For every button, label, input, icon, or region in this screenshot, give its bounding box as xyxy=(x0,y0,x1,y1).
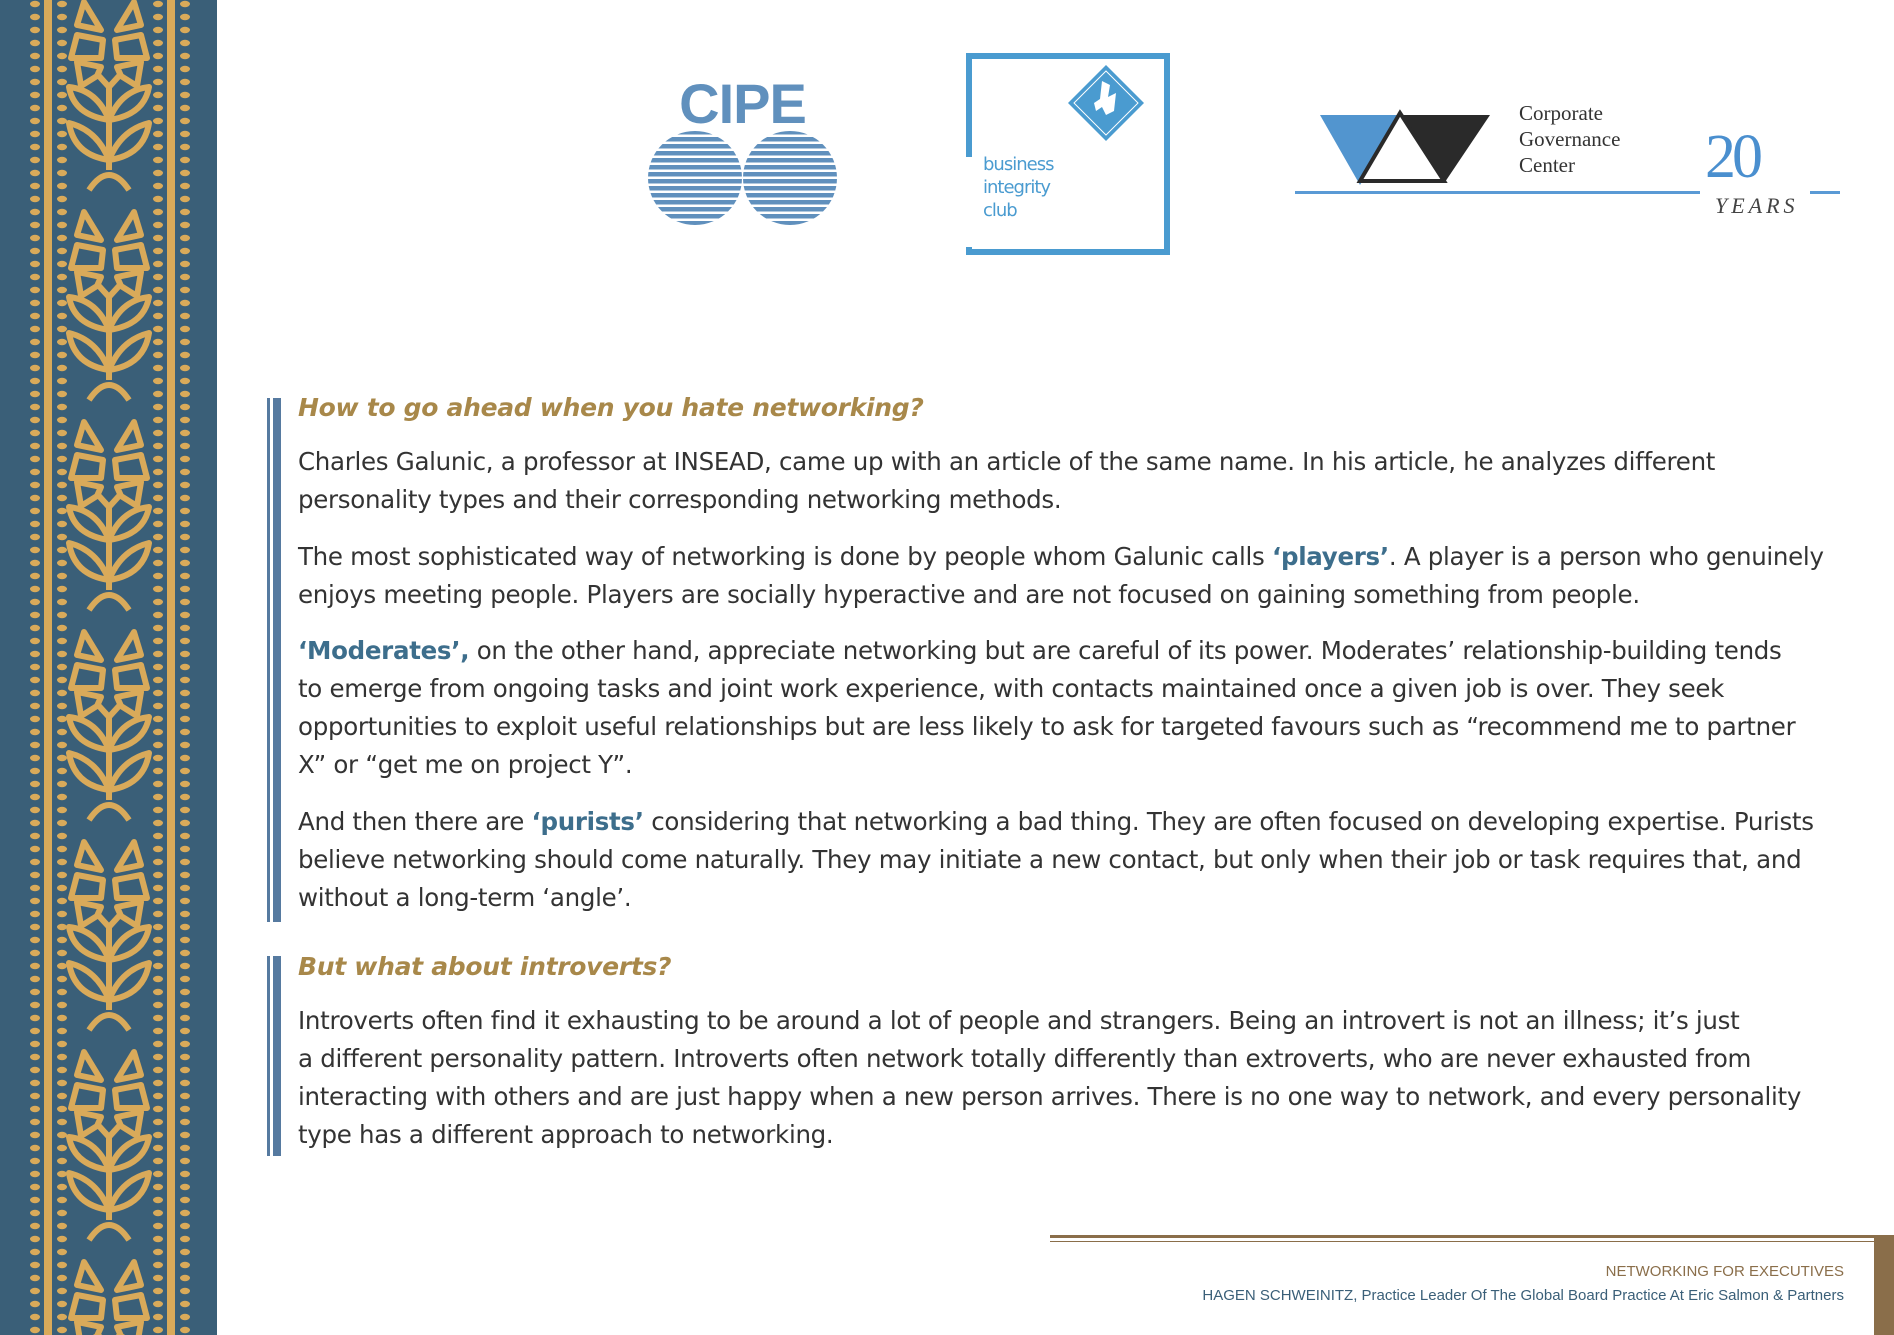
text-line xyxy=(298,1002,1858,1040)
globe-stripe xyxy=(645,207,840,212)
text-line xyxy=(298,746,1858,784)
map-diamond-icon xyxy=(1066,63,1146,143)
text: personality types and their corresponding networking methods. xyxy=(298,485,1062,514)
text-line xyxy=(298,1040,1858,1078)
text: considering that networking a bad thing. They are often focused on developing expertise. Purists xyxy=(643,807,1814,836)
text-line xyxy=(298,670,1858,708)
text: And then there are xyxy=(298,807,532,836)
cipe-logo-text: CIPE xyxy=(679,72,806,135)
section-bar-thick xyxy=(273,956,281,1156)
text: a different personality pattern. Introverts often network totally differently than extroverts, who are never exhausted from xyxy=(298,1044,1752,1073)
bic-line: integrity xyxy=(983,177,1051,198)
footer xyxy=(1202,1260,1844,1308)
paragraph xyxy=(298,443,1858,519)
paragraph xyxy=(298,632,1858,784)
text-line xyxy=(298,841,1858,879)
bic-line: business xyxy=(983,154,1054,175)
paragraph xyxy=(298,803,1858,917)
globe-stripe xyxy=(645,144,840,149)
section-networking xyxy=(298,393,1858,917)
term-players: ‘players’ xyxy=(1271,542,1389,571)
bic-line: club xyxy=(983,200,1017,221)
paragraph xyxy=(298,1002,1858,1154)
wheat-ornament-icon xyxy=(0,0,217,1335)
text: believe networking should come naturally. They may initiate a new contact, but only when their job or task requires that, and xyxy=(298,845,1802,874)
paragraph xyxy=(298,538,1858,614)
text: . A player is a person who genuinely xyxy=(1388,542,1824,571)
cgc-rule-end xyxy=(1810,191,1840,194)
cgc-name-line: Center xyxy=(1519,153,1575,177)
decorative-sidebar xyxy=(0,0,217,1335)
text: opportunities to exploit useful relationships but are less likely to ask for targeted favours such as “recommend me to partner xyxy=(298,712,1796,741)
text-line xyxy=(298,481,1858,519)
text-line xyxy=(298,632,1858,670)
term-purists: ‘purists’ xyxy=(531,807,644,836)
globe-stripe xyxy=(645,165,840,170)
cgc-name-line: Corporate xyxy=(1519,101,1603,125)
text-line xyxy=(298,803,1858,841)
section-bar-thick xyxy=(273,398,281,922)
text-line xyxy=(298,879,1858,917)
text-line xyxy=(298,1078,1858,1116)
globe-stripe xyxy=(645,158,840,163)
globe-stripe xyxy=(645,214,840,219)
text: on the other hand, appreciate networking but are careful of its power. Moderates’ relationship-building tends xyxy=(469,636,1782,665)
section-introverts xyxy=(298,952,1858,1154)
text: without a long-term ‘angle’. xyxy=(298,883,632,912)
text: X” or “get me on project Y”. xyxy=(298,750,633,779)
text-line xyxy=(298,576,1858,614)
anniversary-label: YEARS xyxy=(1715,193,1799,218)
globe-stripe xyxy=(645,200,840,205)
section-bar-1 xyxy=(267,398,282,922)
text: enjoys meeting people. Players are socially hyperactive and are not focused on gaining something from people. xyxy=(298,580,1640,609)
text-line xyxy=(298,538,1858,576)
globe-stripe xyxy=(645,186,840,191)
text: The most sophisticated way of networking is done by people whom Galunic calls xyxy=(298,542,1272,571)
section-heading: But what about introverts? xyxy=(298,952,672,981)
section-heading: How to go ahead when you hate networking? xyxy=(298,393,924,422)
globe-stripe xyxy=(645,228,840,230)
footer-author: HAGEN SCHWEINITZ, Practice Leader Of The Global Board Practice At Eric Salmon & Partners xyxy=(1202,1287,1844,1304)
globe-stripe xyxy=(645,172,840,177)
text: type has a different approach to networking. xyxy=(298,1120,834,1149)
globe-stripe xyxy=(645,193,840,198)
footer-rule xyxy=(1050,1235,1894,1242)
section-bar-thin xyxy=(267,398,270,922)
text: to emerge from ongoing tasks and joint work experience, with contacts maintained once a given job is over. They seek xyxy=(298,674,1725,703)
bic-logo-text xyxy=(983,153,1053,222)
business-integrity-club-logo xyxy=(966,53,1170,255)
globe-stripe xyxy=(645,179,840,184)
text-line xyxy=(298,708,1858,746)
triangles-icon xyxy=(1320,105,1500,185)
anniversary-number: 20 xyxy=(1705,123,1759,191)
footer-title: NETWORKING FOR EXECUTIVES xyxy=(1605,1263,1844,1280)
section-bar-thin xyxy=(267,956,270,1156)
footer-tab xyxy=(1874,1236,1894,1335)
text-line xyxy=(298,443,1858,481)
cgc-rule xyxy=(1295,191,1700,194)
text-line xyxy=(298,1116,1858,1154)
term-moderates: ‘Moderates’, xyxy=(298,636,470,665)
corporate-governance-center-logo xyxy=(1290,95,1850,225)
globe-stripe xyxy=(645,137,840,142)
cipe-logo xyxy=(645,72,840,228)
globe-stripe xyxy=(645,221,840,226)
cgc-name xyxy=(1519,100,1620,178)
globe-icon xyxy=(645,130,840,230)
text: interacting with others and are just happy when a new person arrives. There is no one way to network, and every personality xyxy=(298,1082,1802,1111)
globe-stripe xyxy=(645,130,840,135)
globe-stripe xyxy=(645,151,840,156)
text: Introverts often find it exhausting to be around a lot of people and strangers. Being an introvert is not an illness; it’s just xyxy=(298,1006,1740,1035)
section-bar-2 xyxy=(267,956,282,1156)
bic-frame-gap xyxy=(966,157,974,247)
cgc-name-line: Governance xyxy=(1519,127,1621,151)
text: Charles Galunic, a professor at INSEAD, came up with an article of the same name. In his article, he analyzes different xyxy=(298,447,1716,476)
